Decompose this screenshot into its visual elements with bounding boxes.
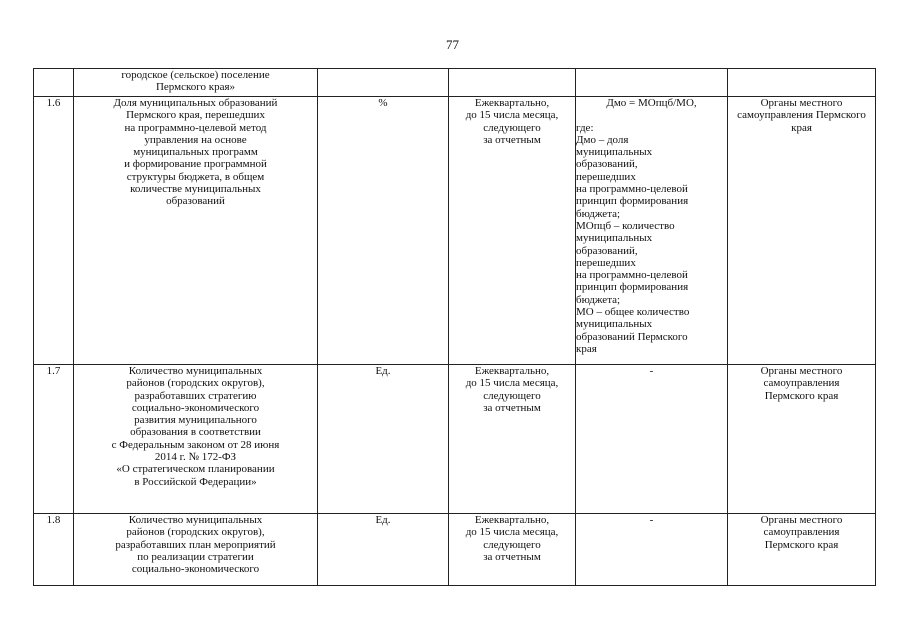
period-cell: Ежеквартально, до 15 числа месяца, следующего за отчетным xyxy=(449,514,576,586)
row-number: 1.8 xyxy=(34,514,74,586)
table-row xyxy=(34,69,876,97)
period-cell xyxy=(449,69,576,97)
source-cell: Органы местного самоуправления Пермского края xyxy=(728,97,876,365)
formula-head: Дмо = МОпцб/МО, xyxy=(606,97,697,109)
formula-cell xyxy=(576,97,728,365)
formula-dash: - xyxy=(649,365,654,377)
unit-cell: % xyxy=(318,97,449,365)
row-number: 1.7 xyxy=(34,365,74,514)
unit-cell: Ед. xyxy=(318,365,449,514)
table-row xyxy=(34,97,876,365)
formula-dash: - xyxy=(649,514,654,526)
source-cell xyxy=(728,69,876,97)
row-number xyxy=(34,69,74,97)
formula-cell xyxy=(576,365,728,514)
indicator-name: Количество муниципальных районов (городских округов), разработавших план мероприятий по реализации стратегии социально-экономического xyxy=(74,514,318,586)
table-row xyxy=(34,514,876,586)
formula-cell xyxy=(576,69,728,97)
indicator-name: Доля муниципальных образований Пермского края, перешедших на программно-целевой метод управления на основе муниципальных программ и формирование программной структуры бюджета, в общем количестве муниципальных образований xyxy=(74,97,318,365)
unit-cell: Ед. xyxy=(318,514,449,586)
formula-cell xyxy=(576,514,728,586)
page-number: 77 xyxy=(446,37,459,52)
period-cell: Ежеквартально, до 15 числа месяца, следующего за отчетным xyxy=(449,365,576,514)
source-cell: Органы местного самоуправления Пермского края xyxy=(728,365,876,514)
source-cell: Органы местного самоуправления Пермского края xyxy=(728,514,876,586)
period-cell: Ежеквартально, до 15 числа месяца, следующего за отчетным xyxy=(449,97,576,365)
indicator-name: Количество муниципальных районов (городских округов), разработавших стратегию социально-экономического развития муниципального образования в соответствии с Федеральным законом от 28 июня 2014 г. № 172-ФЗ «О стратегическом планировании в Российской Федерации» xyxy=(74,365,318,514)
table-row xyxy=(34,365,876,514)
unit-cell xyxy=(318,69,449,97)
formula-body: где: Дмо – доля муниципальных образований, перешедших на программно-целевой принцип формирования бюджета; МОпцб – количество муниципальных образований, перешедших на программно-целевой принцип формирования бюджета; МО – общее количество муниципальных образований Пермского края xyxy=(576,121,690,355)
indicator-name: городское (сельское) поселение Пермского края» xyxy=(74,69,318,97)
indicators-table xyxy=(33,68,876,586)
row-number: 1.6 xyxy=(34,97,74,365)
